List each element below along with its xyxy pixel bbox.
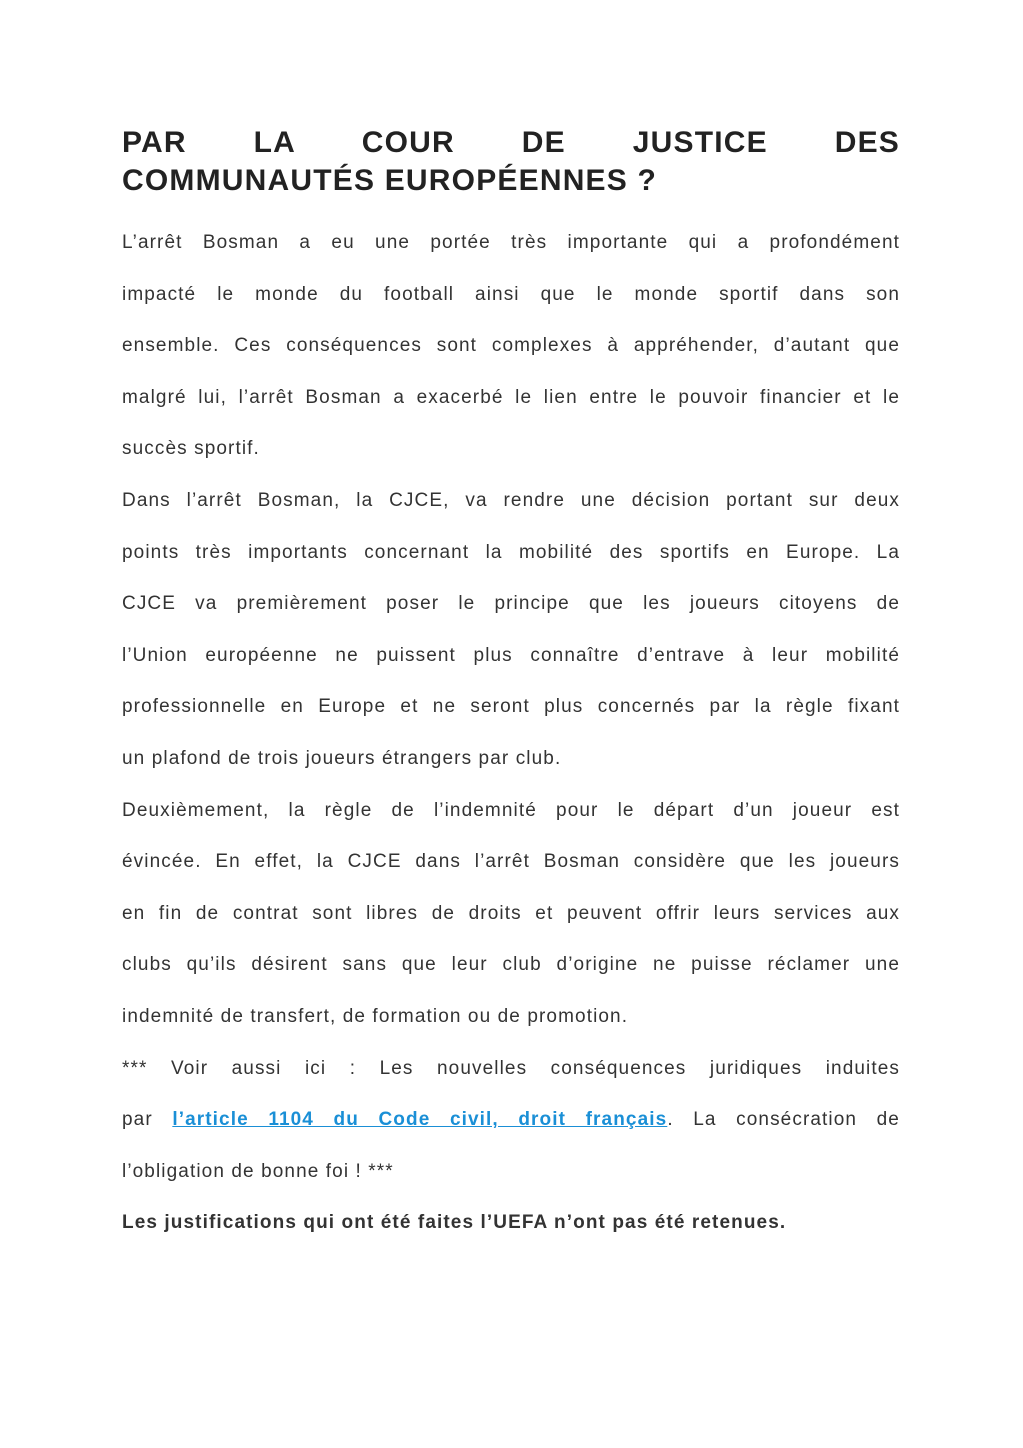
title-line-2: COMMUNAUTÉS EUROPÉENNES ? [122, 164, 658, 197]
section-subheading: Les justifications qui ont été faites l’UEFA n’ont pas été retenues. [122, 1212, 787, 1234]
paragraph-line: ensemble. Ces conséquences sont complexes à appréhender, d’autant que [122, 335, 900, 357]
see-also-paragraph [122, 1043, 900, 1198]
see-also-line-3: l’obligation de bonne foi ! *** [122, 1160, 394, 1182]
paragraph-3 [122, 785, 900, 1043]
paragraph-line: CJCE va premièrement poser le principe que les joueurs citoyens de [122, 593, 900, 615]
paragraph-line: Dans l’arrêt Bosman, la CJCE, va rendre une décision portant sur deux [122, 489, 900, 511]
paragraph-2 [122, 475, 900, 785]
paragraph-line: en fin de contrat sont libres de droits et peuvent offrir leurs services aux [122, 902, 900, 924]
paragraph-line: Deuxièmement, la règle de l’indemnité pour le départ d’un joueur est [122, 799, 900, 821]
title-line-1: PAR LA COUR DE JUSTICE DES [122, 126, 900, 159]
see-also-line-1: *** Voir aussi ici : Les nouvelles conséquences juridiques induites [122, 1057, 900, 1079]
paragraph-line: l’Union européenne ne puissent plus connaître d’entrave à leur mobilité [122, 644, 900, 666]
paragraph-1 [122, 217, 900, 475]
paragraph-line: succès sportif. [122, 438, 260, 460]
document-page [122, 124, 900, 1249]
paragraph-line: indemnité de transfert, de formation ou de promotion. [122, 1005, 629, 1027]
see-also-suffix: . La consécration de [667, 1109, 900, 1131]
paragraph-line: malgré lui, l’arrêt Bosman a exacerbé le lien entre le pouvoir financier et le [122, 386, 900, 408]
paragraph-line: points très importants concernant la mobilité des sportifs en Europe. La [122, 541, 900, 563]
paragraph-line: un plafond de trois joueurs étrangers par club. [122, 747, 562, 769]
paragraph-line: professionnelle en Europe et ne seront plus concernés par la règle fixant [122, 696, 900, 718]
article-1104-link[interactable]: l’article 1104 du Code civil, droit français [172, 1109, 668, 1131]
see-also-prefix: par [122, 1109, 153, 1131]
paragraph-line: impacté le monde du football ainsi que le monde sportif dans son [122, 283, 900, 305]
paragraph-line: clubs qu’ils désirent sans que leur club d’origine ne puisse réclamer une [122, 954, 900, 976]
page-title [122, 124, 900, 200]
paragraph-line: L’arrêt Bosman a eu une portée très importante qui a profondément [122, 232, 900, 253]
see-also-line-2 [122, 1094, 900, 1146]
paragraph-line: évincée. En effet, la CJCE dans l’arrêt Bosman considère que les joueurs [122, 851, 900, 873]
